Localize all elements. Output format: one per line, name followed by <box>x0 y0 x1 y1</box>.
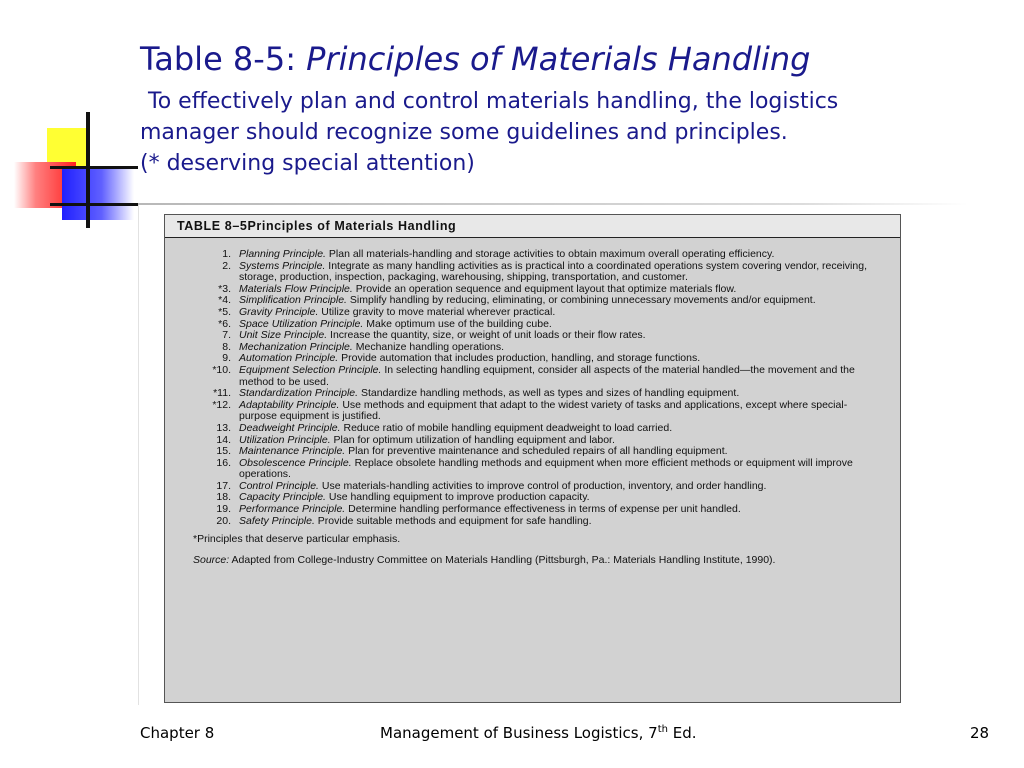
deco-horizontal-line <box>50 203 138 206</box>
principle-name: Planning Principle. <box>239 248 326 260</box>
slide-title <box>140 40 1000 78</box>
row-description <box>239 261 878 284</box>
source-label: Source: <box>193 553 230 566</box>
row-number: 18. <box>216 491 231 504</box>
principle-text: Plan all materials-handling and storage activities to obtain maximum overall operating efficiency. <box>328 248 775 260</box>
slide-subtitle <box>140 86 1000 179</box>
divider-line-vertical <box>138 205 139 705</box>
footer-chapter: Chapter 8 <box>140 724 215 742</box>
row-number: 9. <box>222 352 231 365</box>
principle-name: Deadweight Principle. <box>239 421 341 434</box>
table-heading: TABLE 8–5Principles of Materials Handling <box>165 215 900 238</box>
book-title-sup: th <box>657 724 668 735</box>
row-number: *4. <box>218 294 231 307</box>
row-number: *6. <box>218 317 231 330</box>
row-number: *5. <box>218 305 231 318</box>
principle-text: Provide suitable methods and equipment for safe handling. <box>317 514 592 527</box>
title-prefix: Table 8-5: <box>140 40 296 78</box>
principle-name: Equipment Selection Principle. <box>239 363 382 376</box>
principle-text: Provide automation that includes production, handling, and storage functions. <box>341 352 701 365</box>
table-rows <box>193 249 878 527</box>
principle-name: Automation Principle. <box>239 352 339 365</box>
decorative-corner-graphic <box>0 100 140 240</box>
row-number: *10. <box>212 363 231 376</box>
book-title-suffix: Ed. <box>667 724 697 742</box>
row-number: *3. <box>218 282 231 295</box>
principle-name: Systems Principle. <box>239 259 326 272</box>
principle-text: Increase the quantity, size, or weight of unit loads or their flow rates. <box>330 329 646 342</box>
principle-name: Mechanization Principle. <box>239 340 353 353</box>
deco-vertical-line <box>86 112 90 228</box>
row-number: *11. <box>213 387 231 400</box>
row-number: 7. <box>222 329 231 342</box>
row-number: 2. <box>222 259 231 272</box>
deco-blue-square <box>62 166 134 220</box>
principle-name: Standardization Principle. <box>239 387 359 400</box>
principle-text: Reduce ratio of mobile handling equipment deadweight to load carried. <box>343 421 673 434</box>
principle-text: Determine handling performance effectiveness in terms of expense per unit handled. <box>348 503 741 516</box>
row-number: 17. <box>216 479 231 492</box>
row-description <box>239 458 878 481</box>
row-number: 20. <box>216 514 231 527</box>
principle-name: Utilization Principle. <box>239 433 331 446</box>
row-number: 1. <box>222 248 231 260</box>
slide-footer <box>0 724 1024 748</box>
principle-name: Capacity Principle. <box>239 491 326 504</box>
table-row <box>193 516 878 528</box>
principle-name: Safety Principle. <box>239 514 315 527</box>
table-source <box>193 555 878 567</box>
table-row <box>193 400 878 423</box>
principle-text: Replace obsolete handling methods and equipment when more efficient methods or equipment will improve operations. <box>239 456 853 481</box>
principle-text: Integrate as many handling activities as is practical into a coordinated operations system covering vendor, receiving, storage, production, inspection, packaging, warehousing, shipping, transportation, and customer. <box>239 259 867 284</box>
principle-text: Use handling equipment to improve production capacity. <box>328 491 590 504</box>
principle-text: Use methods and equipment that adapt to the widest variety of tasks and applications, except where special-purpose equipment is justified. <box>239 398 848 423</box>
principle-text: Plan for preventive maintenance and scheduled repairs of all handling equipment. <box>348 445 728 458</box>
row-description <box>239 400 878 423</box>
principle-name: Maintenance Principle. <box>239 445 346 458</box>
principle-text: Utilize gravity to move material wherever practical. <box>321 305 556 318</box>
row-number: 16. <box>216 456 231 469</box>
subtitle-line: (* deserving special attention) <box>140 151 475 176</box>
footer-book-title <box>380 724 697 742</box>
row-number: 14. <box>216 433 231 446</box>
row-number: 19. <box>216 503 231 516</box>
source-text: Adapted from College-Industry Committee on Materials Handling (Pittsburgh, Pa.: Materials Handling Institute, 1990). <box>231 553 776 566</box>
subtitle-line: manager should recognize some guidelines and principles. <box>140 120 788 145</box>
principle-name: Control Principle. <box>239 479 319 492</box>
principle-name: Adaptability Principle. <box>239 398 340 411</box>
principle-name: Space Utilization Principle. <box>239 317 364 330</box>
principle-name: Unit Size Principle. <box>239 329 328 342</box>
deco-horizontal-line <box>50 166 138 169</box>
principle-text: Use materials-handling activities to improve control of production, inventory, and order handling. <box>321 479 767 492</box>
table-row <box>193 365 878 388</box>
row-number: 8. <box>222 340 231 353</box>
principle-name: Materials Flow Principle. <box>239 282 353 295</box>
principle-text: Simplify handling by reducing, eliminating, or combining unnecessary movements and/or equipment. <box>349 294 816 307</box>
principle-text: Mechanize handling operations. <box>355 340 505 353</box>
principle-text: Make optimum use of the building cube. <box>366 317 552 330</box>
principle-name: Simplification Principle. <box>239 294 347 307</box>
divider-line <box>138 203 968 205</box>
row-number: 15. <box>216 445 231 458</box>
principle-text: Standardize handling methods, as well as types and sizes of handling equipment. <box>361 387 740 400</box>
footer-page-number: 28 <box>970 724 990 742</box>
row-number: *12. <box>212 398 231 411</box>
principle-name: Gravity Principle. <box>239 305 319 318</box>
row-description <box>239 516 878 528</box>
subtitle-line: To effectively plan and control materials handling, the logistics <box>148 89 839 114</box>
table-footnote: *Principles that deserve particular emphasis. <box>193 533 401 546</box>
principle-text: Provide an operation sequence and equipment layout that optimize materials flow. <box>355 282 737 295</box>
row-description <box>239 365 878 388</box>
principle-name: Obsolescence Principle. <box>239 456 352 469</box>
title-italic: Principles of Materials Handling <box>306 40 811 78</box>
principle-name: Performance Principle. <box>239 503 346 516</box>
principle-text: Plan for optimum utilization of handling equipment and labor. <box>333 433 615 446</box>
table-row <box>193 261 878 284</box>
book-title-main: Management of Business Logistics, 7 <box>380 724 658 742</box>
table-body <box>165 238 900 566</box>
title-block <box>140 40 1000 179</box>
row-number: 13. <box>216 421 231 434</box>
table-row <box>193 458 878 481</box>
principle-text: In selecting handling equipment, consider all aspects of the material handled—the movement and the method to be used. <box>239 363 855 388</box>
principles-table <box>164 214 901 703</box>
